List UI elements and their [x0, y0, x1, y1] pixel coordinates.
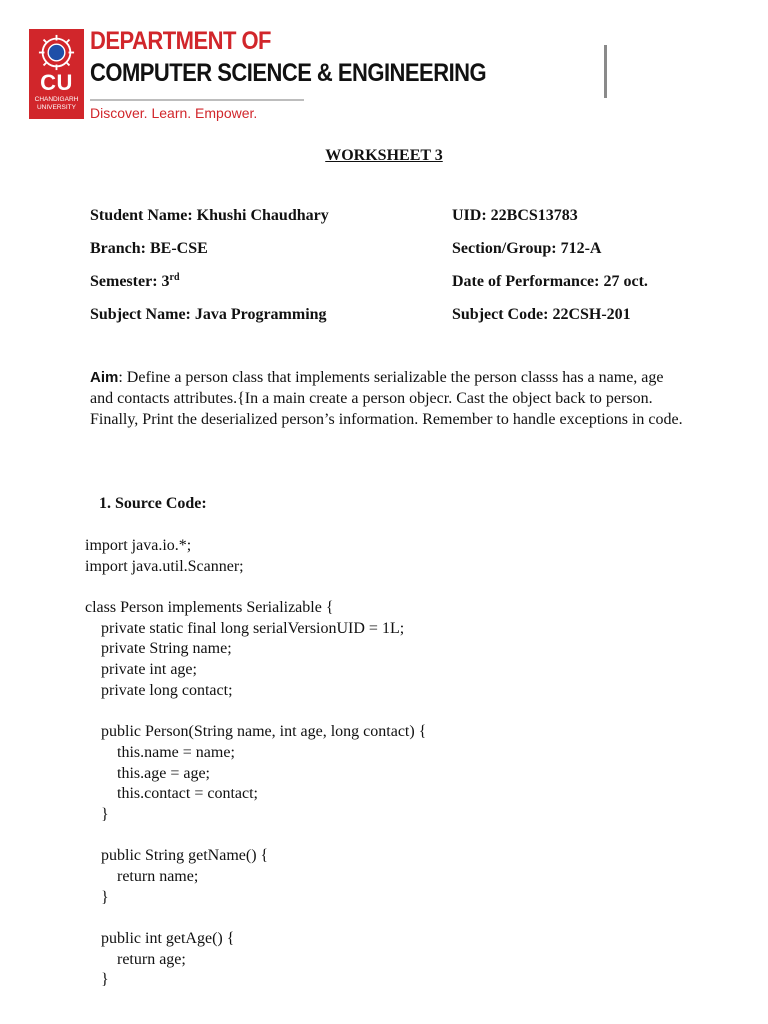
code-line: } [85, 888, 109, 906]
semester-label: Semester: 3 [90, 273, 170, 290]
section-heading-source-code: 1. Source Code: [99, 495, 207, 512]
university-logo [29, 29, 84, 119]
subject-name: Subject Name: Java Programming [90, 306, 327, 323]
aim-text: Define a person class that implements serializable the person classs has a name, age and contacts attributes.{In a main create a person objecr. Cast the object back to person. Finally, Print the deserialized person’s information. Remember to handle exceptions in code. [90, 369, 683, 428]
department-title-line2: COMPUTER SCIENCE & ENGINEERING [90, 59, 487, 87]
semester-suffix: rd [169, 272, 180, 283]
code-line: } [85, 805, 109, 823]
code-line: public String getName() { [85, 847, 269, 865]
university-emblem-icon [38, 34, 75, 71]
code-line: public Person(String name, int age, long contact) { [85, 723, 427, 741]
worksheet-title: WORKSHEET 3 [325, 147, 443, 164]
code-line [85, 577, 426, 598]
branch: Branch: BE-CSE [90, 240, 208, 257]
code-line: public int getAge() { [85, 930, 235, 948]
subject-code: Subject Code: 22CSH-201 [452, 306, 631, 323]
code-line: this.name = name; [85, 743, 235, 761]
code-line: class Person implements Serializable { [85, 599, 334, 617]
header-vertical-divider [604, 45, 607, 98]
header-divider [90, 99, 304, 101]
code-line [85, 702, 426, 723]
code-line: import java.util.Scanner; [85, 557, 244, 575]
date-of-performance: Date of Performance: 27 oct. [452, 273, 648, 290]
logo-text: CU [40, 70, 73, 95]
aim-colon: : [118, 369, 123, 386]
code-line: private long contact; [85, 681, 233, 699]
tagline: Discover. Learn. Empower. [90, 105, 258, 121]
section-group: Section/Group: 712-A [452, 240, 602, 257]
code-line [85, 908, 426, 929]
aim-label: Aim [90, 369, 119, 386]
logo-subtext: CHANDIGARH UNIVERSITY [34, 96, 79, 111]
code-line: return age; [85, 950, 186, 968]
code-line [85, 826, 426, 847]
aim-paragraph [90, 367, 690, 430]
uid: UID: 22BCS13783 [452, 207, 578, 224]
code-line: this.age = age; [85, 764, 210, 782]
code-line: private int age; [85, 661, 197, 679]
code-line: this.contact = contact; [85, 785, 258, 803]
semester [90, 272, 180, 292]
code-line: } [85, 971, 109, 989]
code-line: private String name; [85, 640, 232, 658]
code-line: return name; [85, 868, 199, 885]
department-title-line1: DEPARTMENT OF [90, 27, 271, 55]
code-line: private static final long serialVersionUID = 1L; [85, 619, 405, 637]
code-line: import java.io.*; [85, 537, 192, 554]
source-code-block [85, 536, 426, 991]
student-name: Student Name: Khushi Chaudhary [90, 207, 329, 224]
